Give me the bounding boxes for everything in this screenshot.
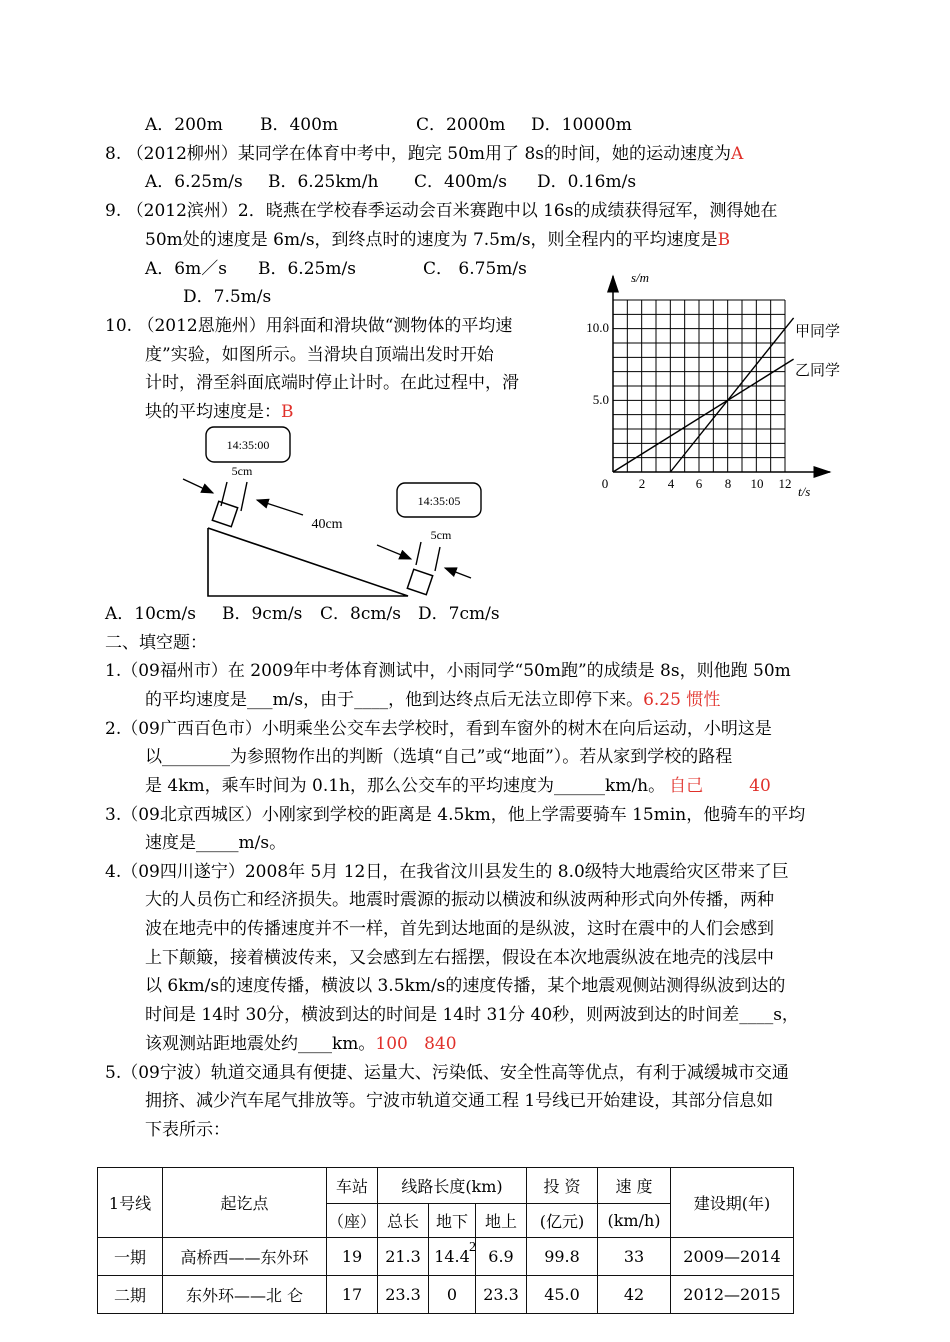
f4-line7	[145, 1030, 457, 1058]
q10-option-c: C．8cm/s	[320, 604, 401, 624]
f1-text-b: m/s，由于	[272, 690, 355, 710]
q9-option-d: D．7.5m/s	[183, 287, 272, 307]
arrow-bottom-left	[377, 545, 411, 559]
graph-x-tick-4: 4	[667, 476, 675, 491]
f2-blank-2: ______	[554, 776, 606, 796]
f4-line4: 上下颠簸，接着横波传来，又会感到左右摇摆，假设在本次地震纵波在地壳的浅层中	[145, 948, 774, 968]
th-period: 建设期(年)	[671, 1168, 794, 1238]
cell: 33	[598, 1238, 671, 1276]
f2-text-d: km/h。	[605, 776, 666, 796]
legend-jia: 甲同学	[795, 324, 841, 340]
metro-line-table	[97, 1167, 794, 1314]
incline-ramp	[208, 528, 408, 596]
cell: 二期	[98, 1276, 163, 1314]
series-jia-line	[670, 318, 793, 472]
clock-start-time: 14:35:00	[226, 438, 270, 452]
f1-blank-2: ____	[354, 690, 389, 710]
f4-text-a: 时间是 14时 30分，横波到达的时间是 14时 31分 40秒，则两波到达的时间差	[145, 1005, 740, 1025]
f1-answer: 6.25 惯性	[643, 690, 721, 710]
f3-line1: 3.（09北京西城区）小刚家到学校的距离是 4.5km，他上学需要骑车 15min，他骑车的平均	[105, 805, 806, 825]
mark-line-bottom-right	[435, 547, 440, 571]
f2-blank-1: ________	[162, 747, 230, 767]
q10-option-a: A．10cm/s	[105, 604, 197, 624]
q9-option-a: A．6m／s	[145, 259, 227, 279]
q10-answer: B	[281, 402, 294, 422]
q8-option-c: C．400m/s	[414, 172, 508, 192]
f4-line5: 以 6km/s的速度传播，横波以 3.5km/s的速度传播，某个地震观侧站测得纵波到达的	[145, 976, 786, 996]
graph-x-tick-0: 0	[601, 476, 609, 491]
f2-answer-1: 自己	[669, 776, 704, 796]
arrow-bottom-right	[445, 568, 471, 578]
graph-grid	[613, 300, 785, 472]
section-fill-blank-title: 二、填空题：	[105, 633, 207, 653]
cell: 19	[327, 1238, 378, 1276]
f3-text-a: 速度是	[145, 833, 196, 853]
th-above: 地上	[476, 1204, 527, 1238]
mark-line-top-right	[241, 482, 247, 511]
q7-option-b: B．400m	[260, 115, 339, 135]
f4-blank-2: ____	[298, 1034, 332, 1054]
cell: 42	[598, 1276, 671, 1314]
cell: 一期	[98, 1238, 163, 1276]
f4-line1: 4.（09四川遂宁）2008年 5月 12日，在我省汶川县发生的 8.0级特大地震给灾区带来了巨	[105, 862, 789, 882]
clock-end-time: 14:35:05	[417, 494, 461, 508]
graph-x-tick-2: 2	[638, 476, 646, 491]
cell: 45.0	[527, 1276, 598, 1314]
graph-x-label: t/s	[798, 484, 811, 499]
q9-line2	[145, 226, 730, 254]
th-station-unit: （座）	[327, 1204, 378, 1238]
f2-answer-2: 40	[749, 776, 771, 796]
f1-text-c: ，他到达终点后无法立即停下来。	[388, 690, 644, 710]
q7-option-c: C．2000m	[416, 115, 506, 135]
incline-diagram	[175, 420, 485, 605]
width-label-end: 5cm	[430, 528, 452, 542]
th-ends: 起讫点	[163, 1168, 327, 1238]
cell: 23.3	[476, 1276, 527, 1314]
table-row	[98, 1276, 794, 1314]
page-number: 2	[469, 1240, 476, 1255]
q9-option-b: B．6.25m/s	[258, 259, 356, 279]
f2-line3	[145, 772, 771, 800]
th-speed: 速 度	[598, 1168, 671, 1204]
q10-line1: 10. （2012恩施州）用斜面和滑块做“测物体的平均速	[105, 316, 513, 336]
distance-label: 40cm	[311, 517, 343, 532]
f2-line2	[145, 743, 732, 771]
f2-line1: 2.（09广西百色市）小明乘坐公交车去学校时，看到车窗外的树木在向后运动，小明这是	[105, 719, 772, 739]
cell: 17	[327, 1276, 378, 1314]
slider-block-top	[212, 501, 237, 526]
q9-text: 50m处的速度是 6m/s，到终点时的速度为 7.5m/s，则全程内的平均速度是	[145, 230, 718, 250]
th-invest-unit: (亿元)	[527, 1204, 598, 1238]
slider-block-bottom	[407, 569, 432, 594]
q10-line2: 度”实验，如图所示。当滑块自顶端出发时开始	[145, 345, 494, 365]
legend-yi: 乙同学	[795, 363, 841, 379]
q10-option-b: B．9cm/s	[222, 604, 303, 624]
q8-answer: A	[731, 144, 744, 164]
graph-x-tick-12: 12	[778, 476, 792, 491]
graph-y-tick-5: 5.0	[592, 392, 609, 407]
q7-option-a: A．200m	[145, 115, 223, 135]
cell: 高桥西——东外环	[163, 1238, 327, 1276]
th-station: 车站	[327, 1168, 378, 1204]
graph-x-tick-6: 6	[695, 476, 703, 491]
q8-option-b: B．6.25km/h	[268, 172, 379, 192]
f3-line2	[145, 829, 286, 857]
q9-answer: B	[717, 230, 731, 250]
f3-blank: _____	[196, 833, 239, 853]
f1-line1: 1.（09福州市）在 2009年中考体育测试中，小雨同学“50m跑”的成绩是 8s，则他跑 50m	[105, 661, 791, 681]
f1-text-a: 的平均速度是	[145, 690, 247, 710]
f4-text-c: 该观测站距地震处约	[145, 1034, 298, 1054]
th-line: 1号线	[98, 1168, 163, 1238]
f4-blank-1: ____	[739, 1005, 774, 1025]
width-label-start: 5cm	[231, 464, 253, 478]
f4-answer: 100 840	[375, 1034, 457, 1054]
f1-line2	[145, 686, 720, 714]
q9-option-c: C． 6.75m/s	[423, 259, 527, 279]
table-row	[98, 1238, 794, 1276]
f4-line2: 大的人员伤亡和经济损失。地震时震源的振动以横波和纵波两种形式向外传播，两种	[145, 890, 774, 910]
th-total: 总长	[378, 1204, 429, 1238]
series-yi-line	[613, 359, 794, 472]
q10-option-d: D．7cm/s	[418, 604, 500, 624]
q9-line1: 9. （2012滨州）2．晓燕在学校春季运动会百米赛跑中以 16s的成绩获得冠军，测得她在	[105, 201, 778, 221]
f4-line6	[145, 1001, 799, 1029]
f2-text-c: 是 4km，乘车时间为 0.1h，那么公交车的平均速度为	[145, 776, 555, 796]
q8-stem	[105, 140, 743, 168]
th-length: 线路长度(km)	[378, 1168, 527, 1204]
st-graph	[585, 262, 855, 502]
arrow-top-right	[257, 500, 303, 515]
graph-y-tick-10: 10.0	[586, 320, 609, 335]
cell: 2012—2015	[671, 1276, 794, 1314]
q8-text: 8. （2012柳州）某同学在体育中考中，跑完 50m用了 8s的时间，她的运动速度为	[105, 144, 731, 164]
f5-line3: 下表所示：	[145, 1120, 230, 1140]
arrow-top-left	[183, 479, 213, 493]
graph-y-label: s/m	[631, 270, 650, 285]
cell: 23.3	[378, 1276, 429, 1314]
f5-line2: 拥挤、减少汽车尾气排放等。宁波市轨道交通工程 1号线已开始建设，其部分信息如	[145, 1091, 774, 1111]
q10-text: 块的平均速度是：	[145, 402, 281, 422]
f1-blank-1: ___	[247, 690, 273, 710]
cell: 0	[429, 1276, 476, 1314]
cell: 21.3	[378, 1238, 429, 1276]
th-speed-unit: (km/h)	[598, 1204, 671, 1238]
f4-text-b: s，	[773, 1005, 799, 1025]
f3-text-b: m/s。	[238, 833, 287, 853]
f4-line3: 波在地壳中的传播速度并不一样，首先到达地面的是纵波，这时在震中的人们会感到	[145, 919, 774, 939]
f2-text-a: 以	[145, 747, 162, 767]
f2-text-b: 为参照物作出的判断（选填“自己”或“地面”）。若从家到学校的路程	[230, 747, 733, 767]
graph-x-tick-10: 10	[750, 476, 764, 491]
f4-text-d: km。	[332, 1034, 376, 1054]
f5-line1: 5.（09宁波）轨道交通具有便捷、运量大、污染低、安全性高等优点，有利于减缓城市交通	[105, 1063, 789, 1083]
th-invest: 投 资	[527, 1168, 598, 1204]
q7-option-d: D．10000m	[531, 115, 632, 135]
q10-line3: 计时，滑至斜面底端时停止计时。在此过程中，滑	[145, 373, 519, 393]
cell: 14.4	[429, 1238, 476, 1276]
q8-option-d: D．0.16m/s	[537, 172, 637, 192]
graph-x-tick-8: 8	[724, 476, 732, 491]
cell: 2009—2014	[671, 1238, 794, 1276]
cell: 6.9	[476, 1238, 527, 1276]
cell: 东外环——北 仑	[163, 1276, 327, 1314]
q8-option-a: A．6.25m/s	[145, 172, 243, 192]
th-under: 地下	[429, 1204, 476, 1238]
cell: 99.8	[527, 1238, 598, 1276]
mark-line-bottom-left	[416, 542, 421, 565]
